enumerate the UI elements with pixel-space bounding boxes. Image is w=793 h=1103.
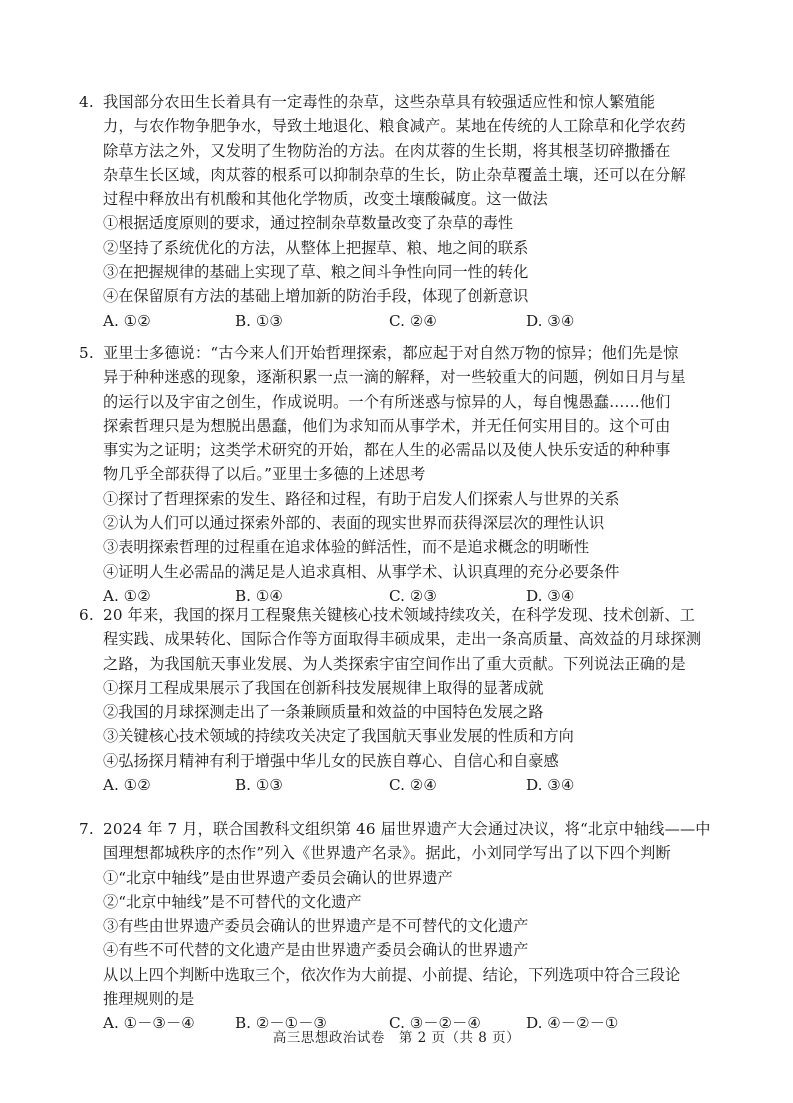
statement-3: ③有些由世界遗产委员会确认的世界遗产是不可替代的文化遗产: [103, 917, 529, 936]
statement-2: ②坚持了系统优化的方法，从整体上把握草、粮、地之间的联系: [103, 238, 529, 257]
statement-3: ③表明探索哲理的过程重在追求体验的鲜活性，而不是追求概念的明晰性: [103, 538, 589, 557]
question-stem-line: 国理想都城秩序的杰作”列入《世界遗产名录》。据此，小刘同学写出了以下四个判断: [103, 844, 671, 863]
option-d[interactable]: D. ③④: [526, 776, 575, 795]
question-number: 7.: [79, 820, 94, 838]
question-number: 6.: [79, 606, 94, 624]
statement-3: ③在把握规律的基础上实现了草、粮之间斗争性向同一性的转化: [103, 263, 529, 282]
question-stem-line: 7. 2024 年 7 月，联合国教科文组织第 46 届世界遗产大会通过决议，将“北京中轴线——中: [103, 817, 693, 841]
question-stem-line: 除草方法之外，又发明了生物防治的方法。在肉苁蓉的生长期，将其根茎切碎撒播在: [103, 141, 671, 160]
statement-4: ④弘扬探月精神有利于增强中华儿女的民族自尊心、自信心和自豪感: [103, 751, 559, 770]
question-stem-line: 之路，为我国航天事业发展、为人类探索宇宙空间作出了重大贡献。下列说法正确的是: [103, 654, 686, 673]
option-b[interactable]: B. ①④: [235, 586, 284, 605]
question-stem-line: 物几乎全部获得了以后。”亚里士多德的上述思考: [103, 465, 426, 484]
option-c[interactable]: C. ②④: [389, 776, 437, 795]
question-number: 5.: [79, 344, 94, 362]
option-b[interactable]: B. ②－①－③: [235, 1014, 328, 1033]
page-footer: 高三思想政治试卷 第 2 页（共 8 页）: [272, 1030, 521, 1046]
question-number: 4.: [79, 93, 94, 111]
statement-4: ④在保留原有方法的基础上增加新的防治手段，体现了创新意识: [103, 287, 529, 306]
question-stem-line: 事实为之证明；这类学术研究的开始，都在人生的必需品以及使人快乐安适的种种事: [103, 441, 671, 460]
question-stem-line: 的运行以及宇宙之创生，作成说明。一个有所迷惑与惊异的人，每自愧愚蠢……他们: [103, 392, 671, 411]
statement-1: ①“北京中轴线”是由世界遗产委员会确认的世界遗产: [103, 868, 453, 887]
question-7: [79, 817, 711, 1036]
option-a[interactable]: A. ①②: [103, 311, 151, 330]
question-prompt-line: 从以上四个判断中选取三个，依次作为大前提、小前提、结论，下列选项中符合三段论: [103, 965, 681, 984]
statement-1: ①探月工程成果展示了我国在创新科技发展规律上取得的显著成就: [103, 678, 544, 697]
question-prompt-line: 推理规则的是: [103, 990, 195, 1009]
question-stem-line: 6. 20 年来，我国的探月工程聚焦关键核心技术领域持续攻关，在科学发现、技术创新、工: [103, 603, 693, 627]
statement-1: ①根据适度原则的要求，通过控制杂草数量改变了杂草的毒性: [103, 214, 514, 233]
option-d[interactable]: D. ③④: [526, 311, 575, 330]
question-6: [79, 603, 702, 797]
statement-2: ②我国的月球探测走出了一条兼顾质量和效益的中国特色发展之路: [103, 703, 544, 722]
question-stem-line: 杂草生长区域，肉苁蓉的根系可以抑制杂草的生长，防止杂草覆盖土壤，还可以在分解: [103, 165, 686, 184]
option-d[interactable]: D. ④－②－①: [526, 1014, 619, 1033]
question-5: [79, 341, 693, 608]
option-c[interactable]: C. ②④: [389, 311, 437, 330]
question-4: [79, 90, 693, 333]
statement-2: ②“北京中轴线”是不可替代的文化遗产: [103, 892, 362, 911]
statement-4: ④有些不可代替的文化遗产是由世界遗产委员会确认的世界遗产: [103, 941, 529, 960]
option-a[interactable]: A. ①②: [103, 586, 151, 605]
option-a[interactable]: A. ①－③－④: [103, 1014, 195, 1033]
option-a[interactable]: A. ①②: [103, 776, 151, 795]
option-b[interactable]: B. ①③: [235, 311, 284, 330]
question-stem-line: 探索哲理只是为想脱出愚蠢，他们为求知而从事学术，并无任何实用目的。这个可由: [103, 416, 671, 435]
option-b[interactable]: B. ①③: [235, 776, 284, 795]
question-stem-line: 4. 我国部分农田生长着具有一定毒性的杂草，这些杂草具有较强适应性和惊人繁殖能: [103, 90, 693, 114]
statement-4: ④证明人生必需品的满足是人追求真相、从事学术、认识真理的充分必要条件: [103, 562, 620, 581]
question-stem-line: 力，与农作物争肥争水，导致土地退化、粮食减产。某地在传统的人工除草和化学农药: [103, 117, 686, 136]
statement-3: ③关键核心技术领域的持续攻关决定了我国航天事业发展的性质和方向: [103, 727, 574, 746]
option-c[interactable]: C. ②③: [389, 586, 437, 605]
question-stem-line: 程实践、成果转化、国际合作等方面取得丰硕成果，走出一条高质量、高效益的月球探测: [103, 630, 702, 649]
option-c[interactable]: C. ③－②－④: [389, 1014, 481, 1033]
question-stem-line: 5. 亚里士多德说：“古今来人们开始哲理探索，都应起于对自然万物的惊异；他们先是惊: [103, 341, 693, 365]
option-d[interactable]: D. ③④: [526, 586, 575, 605]
answer-options: [79, 773, 693, 797]
answer-options: [79, 309, 693, 333]
question-stem-line: 过程中释放出有机酸和其他化学物质，改变土壤酸碱度。这一做法: [103, 190, 548, 209]
statement-2: ②认为人们可以通过探索外部的、表面的现实世界而获得深层次的理性认识: [103, 514, 605, 533]
question-stem-line: 异于种种迷惑的现象，逐渐积累一点一滴的解释，对一些较重大的问题，例如日月与星: [103, 368, 686, 387]
statement-1: ①探讨了哲理探索的发生、路径和过程，有助于启发人们探索人与世界的关系: [103, 489, 620, 508]
